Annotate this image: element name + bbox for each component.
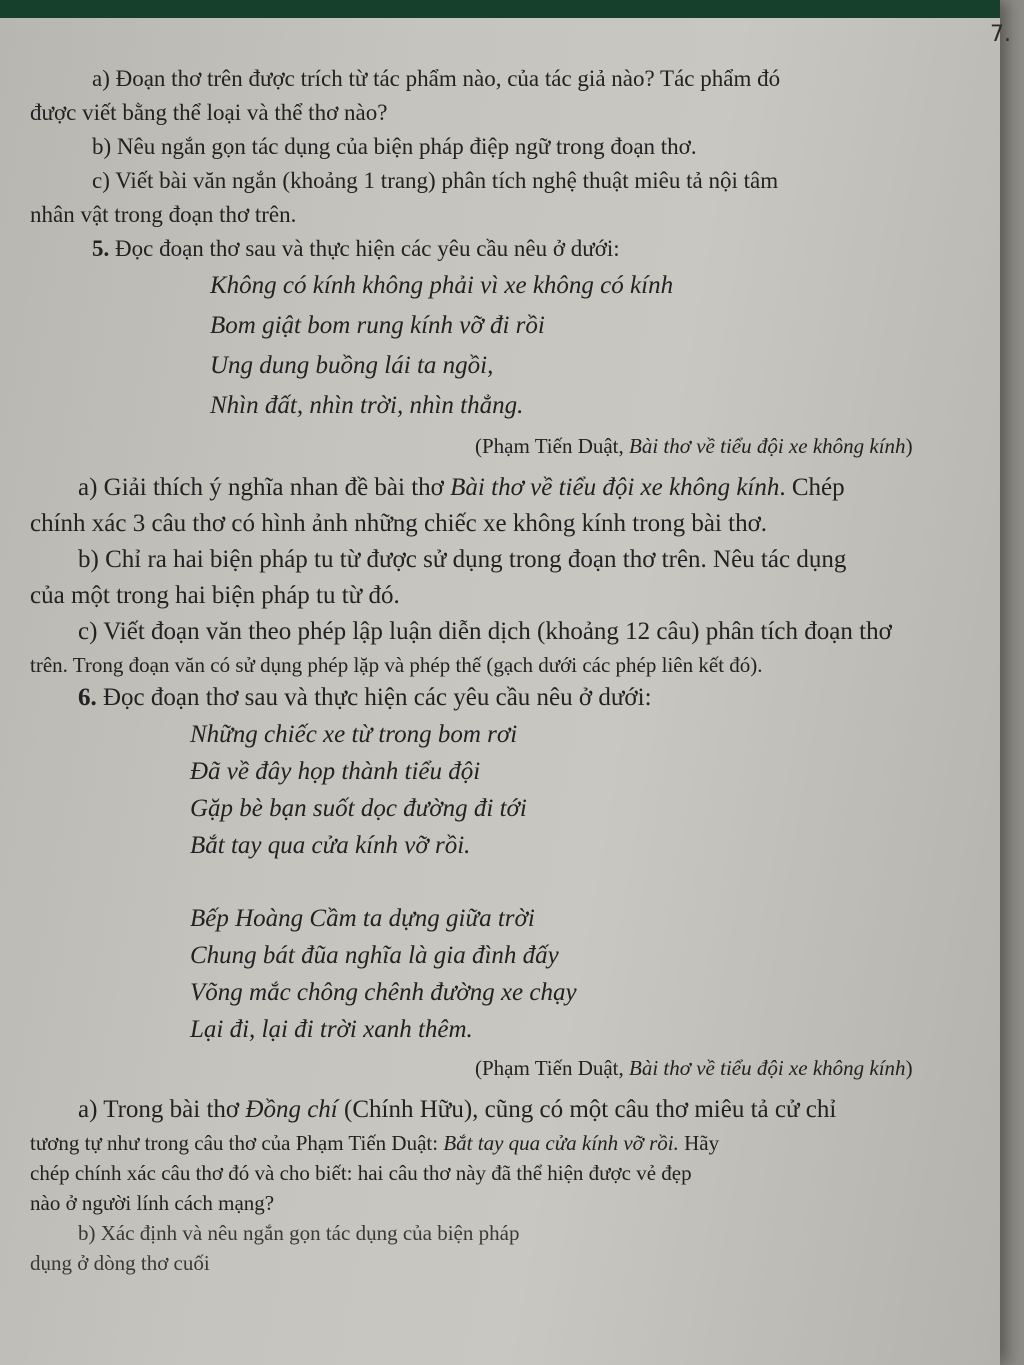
q6-stanza2-line-4: Lại đi, lại đi trời xanh thêm. xyxy=(190,1016,473,1043)
q6-number: 6. xyxy=(78,684,97,711)
q6-source-end: ) xyxy=(905,1056,913,1080)
q5-b-line2: của một trong hai biện pháp tu từ đó. xyxy=(30,582,400,609)
q5-poem-line-3: Ung dung buồng lái ta ngồi, xyxy=(210,352,494,379)
q5-heading xyxy=(30,232,990,266)
q5-source xyxy=(30,430,990,462)
page-number: 7. xyxy=(990,22,1011,47)
q5-poem-line-4: Nhìn đất, nhìn trời, nhìn thẳng. xyxy=(210,392,524,419)
q5-a-line2: chính xác 3 câu thơ có hình ảnh những chiếc xe không kính trong bài thơ. xyxy=(30,510,768,537)
q5-c-line1: c) Viết đoạn văn theo phép lập luận diễn dịch (khoảng 12 câu) phân tích đoạn thơ xyxy=(78,618,892,645)
q5-number: 5. xyxy=(92,236,110,261)
q6-b-line1: b) Xác định và nêu ngắn gọn tác dụng của biện pháp xyxy=(78,1221,520,1245)
q4-b-line1: b) Nêu ngắn gọn tác dụng của biện pháp điệp ngữ trong đoạn thơ. xyxy=(92,134,697,159)
page-content xyxy=(30,62,990,1278)
q6-stanza2-line-3: Võng mắc chông chênh đường xe chạy xyxy=(190,979,577,1006)
q6-a-line2-quote: Bắt tay qua cửa kính vỡ rồi. xyxy=(443,1131,679,1155)
q6-source xyxy=(30,1052,990,1084)
page-top-strip xyxy=(0,0,1000,18)
q4-a-line2: được viết bằng thể loại và thể thơ nào? xyxy=(30,100,388,125)
q6-stanza1-line-1: Những chiếc xe từ trong bom rơi xyxy=(190,721,518,748)
q6-source-author: (Phạm Tiến Duật, xyxy=(475,1056,630,1080)
q5-poem-line-2: Bom giật bom rung kính vỡ đi rồi xyxy=(210,312,545,339)
q5-a-line1 xyxy=(30,470,990,506)
q5-b-line1: b) Chỉ ra hai biện pháp tu từ được sử dụng trong đoạn thơ trên. Nêu tác dụng xyxy=(78,546,847,573)
q6-stanza2-line-2: Chung bát đũa nghĩa là gia đình đấy xyxy=(190,942,559,969)
q5-source-author: (Phạm Tiến Duật, xyxy=(475,434,630,458)
q6-b-line2: dụng ở dòng thơ cuối xyxy=(30,1251,210,1275)
q6-a-line2-suffix: Hãy xyxy=(678,1131,720,1155)
q6-stanza1-line-3: Gặp bè bạn suốt dọc đường đi tới xyxy=(190,795,527,822)
q6-source-title: Bài thơ về tiểu đội xe không kính xyxy=(629,1056,906,1080)
q5-a-prefix: a) Giải thích ý nghĩa nhan đề bài thơ xyxy=(78,474,451,501)
q5-source-title: Bài thơ về tiểu đội xe không kính xyxy=(629,434,906,458)
q5-source-end: ) xyxy=(905,434,913,458)
q6-a-line2 xyxy=(30,1128,990,1158)
q6-a-line1 xyxy=(30,1092,990,1128)
q4-c-line2: nhân vật trong đoạn thơ trên. xyxy=(30,202,297,227)
q6-heading-text: Đọc đoạn thơ sau và thực hiện các yêu cầu nêu ở dưới: xyxy=(96,684,652,711)
q6-a-prefix: a) Trong bài thơ xyxy=(78,1096,246,1123)
q6-stanza1-line-4: Bắt tay qua cửa kính vỡ rồi. xyxy=(190,832,471,859)
q5-poem-line-1: Không có kính không phải vì xe không có kính xyxy=(210,272,674,299)
q6-heading xyxy=(30,680,990,716)
q5-c-line2: trên. Trong đoạn văn có sử dụng phép lặp và phép thế (gạch dưới các phép liên kết đó). xyxy=(30,653,763,677)
q6-a-line4: nào ở người lính cách mạng? xyxy=(30,1191,275,1215)
stanza-gap xyxy=(30,864,990,900)
q6-a-line3: chép chính xác câu thơ đó và cho biết: hai câu thơ này đã thể hiện được vẻ đẹp xyxy=(30,1161,692,1185)
q6-stanza1-line-2: Đã về đây họp thành tiểu đội xyxy=(190,758,481,785)
q4-a-line1: a) Đoạn thơ trên được trích từ tác phẩm nào, của tác giả nào? Tác phẩm đó xyxy=(92,66,781,91)
q5-a-title: Bài thơ về tiểu đội xe không kính xyxy=(450,474,780,501)
q4-c-line1: c) Viết bài văn ngắn (khoảng 1 trang) phân tích nghệ thuật miêu tả nội tâm xyxy=(92,168,779,193)
q5-heading-text: Đọc đoạn thơ sau và thực hiện các yêu cầu nêu ở dưới: xyxy=(109,236,620,261)
q6-a-poem: Đồng chí xyxy=(245,1096,338,1123)
q6-a-line2-prefix: tương tự như trong câu thơ của Phạm Tiến Duật: xyxy=(30,1131,444,1155)
q6-a-mid: (Chính Hữu), cũng có một câu thơ miêu tả cử chỉ xyxy=(337,1096,837,1123)
q5-a-suffix: . Chép xyxy=(779,474,845,501)
q6-stanza2-line-1: Bếp Hoàng Cầm ta dựng giữa trời xyxy=(190,905,535,932)
